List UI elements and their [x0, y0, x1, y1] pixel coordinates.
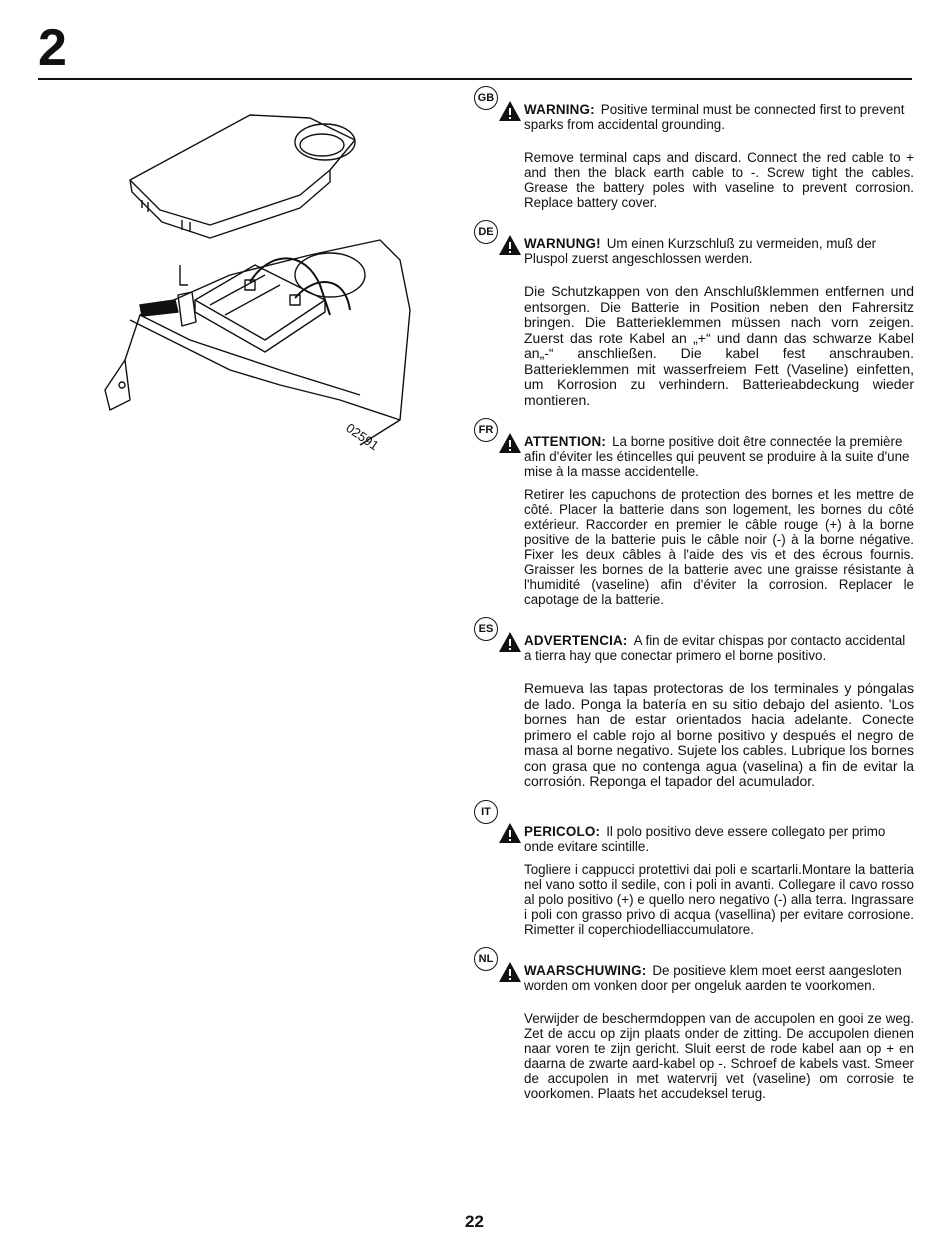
- lang-badge-es: ES: [474, 617, 498, 641]
- warning-text-es: A fin de evitar chispas por contacto accidental a tierra hay que conectar primero el borne positivo.: [524, 633, 906, 663]
- warning-label-nl: WAARSCHUWING:: [524, 962, 647, 978]
- section-gb: [474, 86, 914, 210]
- instructions-de: Die Schutzkappen von den Anschlußklemmen entfernen und entsorgen. Die Batterie in Position neben den Fahrersitz bringen. Die Batterieklemmen müssen nach vorn zeigen. Zuerst das rote Kabel an „+“ und dann das schwarze Kabel an„-“ anschließen. Die kabel fest anschrauben. Batterieklemmen mit wasserfreiem Fett (Vaseline) einfetten, um Korrosion zu verhindern. Batterieabdeckung wieder montieren.: [524, 283, 914, 408]
- warning-triangle-icon: [498, 822, 522, 844]
- section-nl-head: [474, 947, 914, 977]
- warning-text-it: Il polo positivo deve essere collegato per primo onde evitare scintille.: [524, 823, 886, 854]
- page-number: 22: [465, 1212, 484, 1231]
- instructions-fr: Retirer les capuchons de protection des bornes et les mettre de côté. Placer la batterie dans son logement, les bornes du côté extérieur. Raccorder en premier le câble rouge (+) à la borne positive de la batterie puis le câble noir (-) à la borne négative. Fixer les deux câbles à l'aide des vis et des écrous fournis. Graisser les bornes de la batterie avec une graisse résistante à l'humidité (vaseline) afin d'éviter la corrosion. Replacer le capotage de la batterie.: [524, 487, 914, 607]
- warning-text-fr: La borne positive doit être connectée la première afin d'éviter les étincelles qui peuvent se produire à la suite d'une mise à la masse accidentelle.: [524, 434, 910, 479]
- warning-text-de: Um einen Kurzschluß zu vermeiden, muß der Pluspol zuerst angeschlossen werden.: [524, 236, 877, 266]
- warning-label-es: ADVERTENCIA:: [524, 633, 628, 648]
- section-gb-head: [474, 86, 914, 116]
- battery-installation-illustration: [100, 100, 420, 460]
- warning-triangle-icon: [498, 961, 522, 983]
- header-rule: [38, 78, 912, 80]
- cover-cup: [295, 124, 355, 160]
- section-fr: [474, 418, 914, 607]
- warning-label-it: PERICOLO:: [524, 823, 601, 839]
- warning-text-gb: Positive terminal must be connected first to prevent sparks from accidental grounding.: [524, 102, 905, 132]
- battery-diagram-svg: [100, 100, 420, 460]
- lang-badge-it: IT: [474, 800, 498, 824]
- red-cable: [250, 258, 330, 315]
- lang-badge-fr: FR: [474, 418, 498, 442]
- lang-badge-nl: NL: [474, 947, 498, 971]
- section-es: [474, 617, 914, 790]
- warning-label-gb: WARNING:: [524, 102, 595, 117]
- warning-triangle-icon: [498, 100, 522, 122]
- instructions-es: Remueva las tapas protectoras de los terminales y póngalas de lado. Ponga la batería en su sitio debajo del asiento. 'Los bornes han de estar orientados hacia adelante. Conecte primero el cable rojo al borne positivo y después el negro de masa al borne negativo. Sujete los cables. Lubrique los bornes con grasa que no contenga agua (vaselina) a fin de evitar la corrosión. Reponga el tapador del acumulador.: [524, 680, 914, 789]
- section-de: [474, 220, 914, 408]
- warning-triangle-icon: [498, 631, 522, 653]
- section-de-head: [474, 220, 914, 250]
- terminal-bolt: [140, 300, 178, 316]
- instructions-gb: Remove terminal caps and discard. Connect the red cable to + and then the black earth cable to -. Screw tight the cables. Grease the battery poles with vaseline to prevent corrosion. Replace battery cover.: [524, 150, 914, 210]
- section-it-head: [474, 800, 914, 838]
- lang-badge-gb: GB: [474, 86, 498, 110]
- warning-triangle-icon: [498, 432, 522, 454]
- instructions-nl: Verwijder de beschermdoppen van de accupolen en gooi ze weg. Zet de accu op zijn plaats onder de zitting. De accupolen dienen naar voren te zijn gericht. Sluit eerst de rode kabel aan op + en daarna de zwarte aard-kabel op -. Schroef de kabels vast. Smeer de accupolen in met watervrij vet (vaseline) om corrosie te voorkomen. Plaats het accudeksel terug.: [524, 1010, 914, 1101]
- instructions-it: Togliere i cappucci protettivi dai poli e scartarli.Montare la batteria nel vano sotto il sedile, con i poli in avanti. Collegare il cavo rosso al polo positivo (+) e quello nero negativo (-) alla terra. Ingrassare i poli con grasso privo di acqua (vasellina) per evitare corrosione. Rimetter il coperchiodelliaccumulatore.: [524, 861, 914, 937]
- section-nl: [474, 947, 914, 1101]
- figure-ref-code: 02591: [343, 420, 382, 454]
- warning-label-fr: ATTENTION:: [524, 434, 607, 449]
- warning-label-de: WARNUNG!: [524, 236, 601, 251]
- section-number: 2: [38, 19, 67, 77]
- battery-cover: [130, 115, 355, 225]
- lang-badge-de: DE: [474, 220, 498, 244]
- section-fr-head: [474, 418, 914, 448]
- section-es-head: [474, 617, 914, 647]
- warning-text-nl: De positieve klem moet eerst aangesloten worden om vonken door per ongeluk aarden te voorkomen.: [524, 962, 902, 993]
- instruction-column: [474, 86, 914, 1109]
- section-it: [474, 800, 914, 937]
- warning-triangle-icon: [498, 234, 522, 256]
